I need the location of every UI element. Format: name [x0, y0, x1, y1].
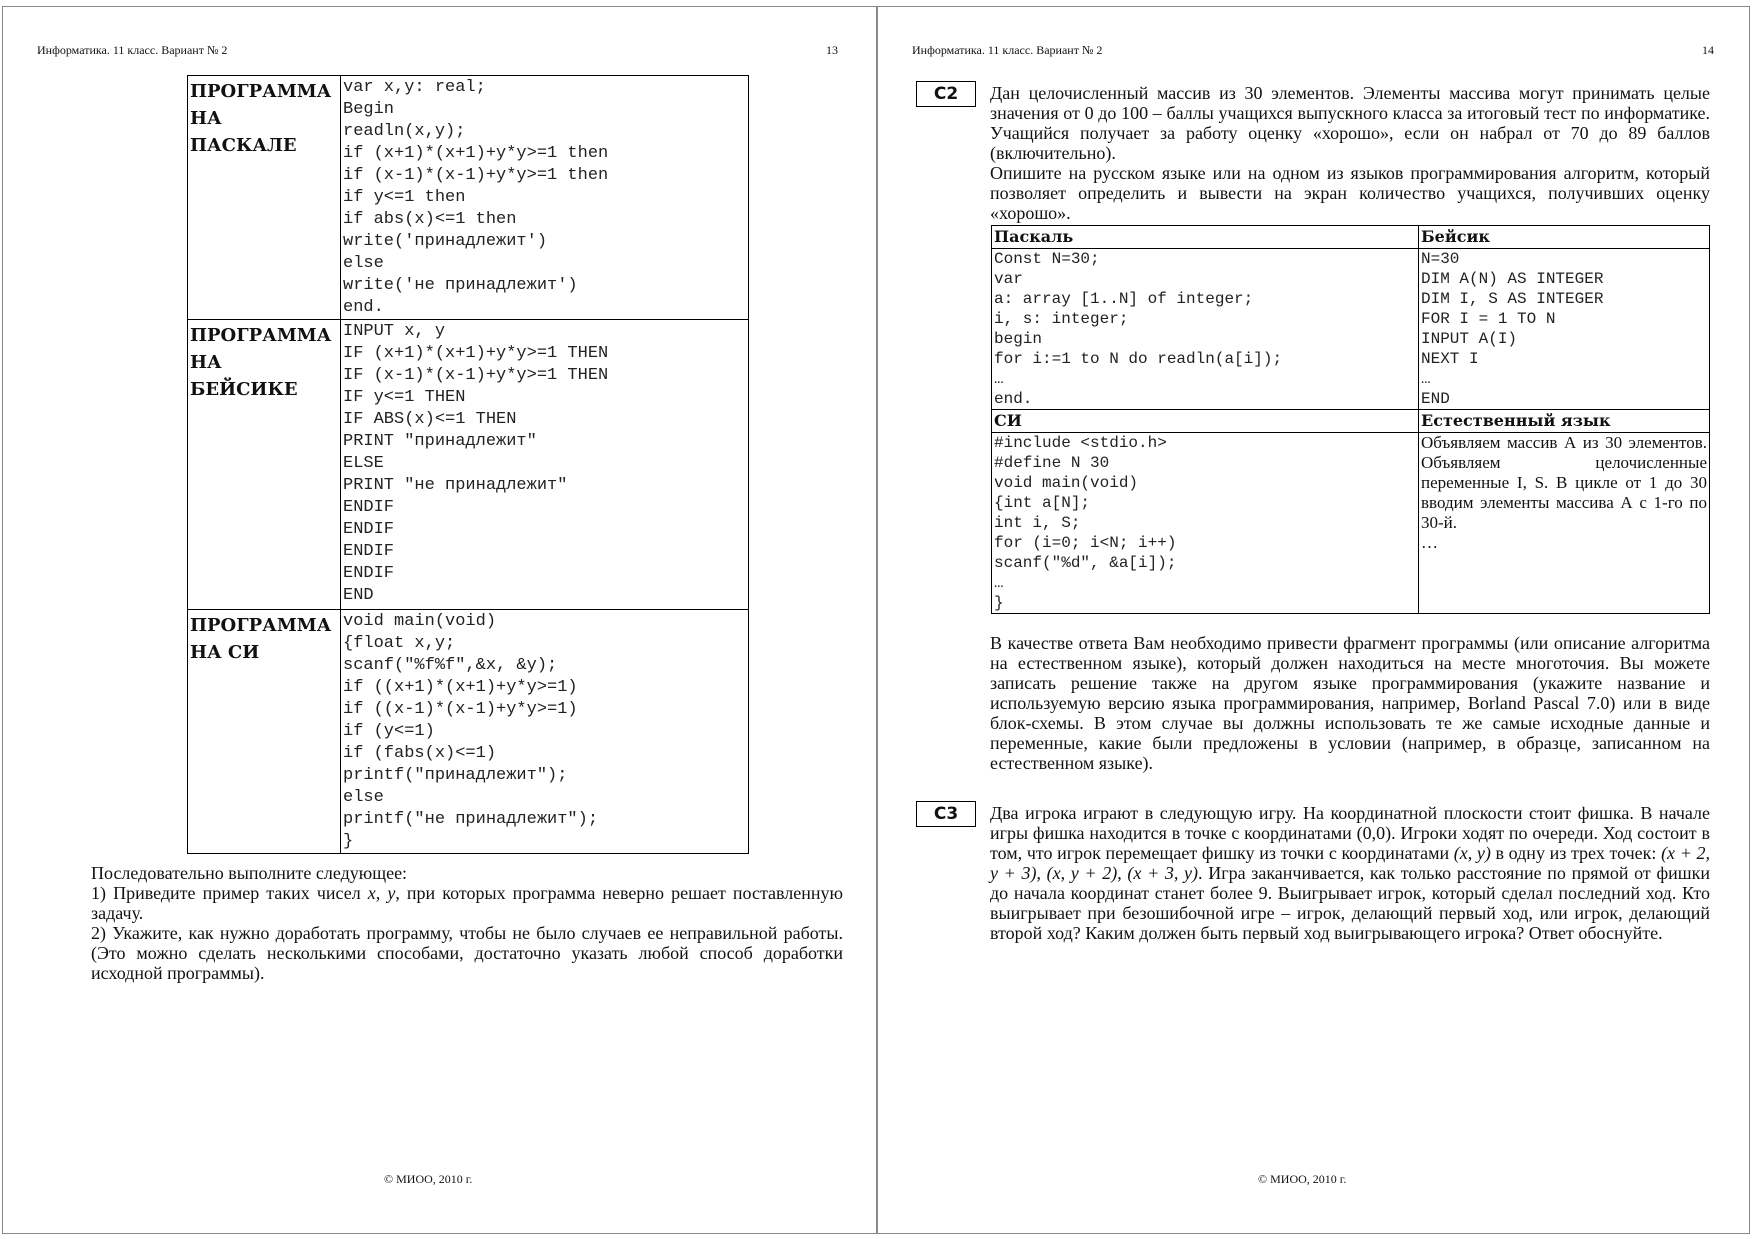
- c3-statement: Два игрока играют в следующую игру. На координатной плоскости стоит фишка. В начале игры фишка находится в точке с координатами (0,0). Игроки ходят по очереди. Ход состоит в том, что игрок перемещает фишку из точки с координатами (x, y) в одну из трех точек: (x + 2, y + 3), (x, y + 2), (x + 3, y). Игра заканчивается, как только расстояние по прямой от фишки до начала координат станет более 9. Выигрывает игрок, который сделал последний ход. Кто выигрывает при безошибочной игре – игрок, делающий первый ход, или игрок, делающий второй ход? Каким должен быть первый ход выигрывающего игрока? Ответ обоснуйте.: [990, 803, 1710, 943]
- code-line: {int a[N];: [994, 494, 1091, 512]
- code-line: END: [1421, 390, 1450, 408]
- code-line: DIM I, S AS INTEGER: [1421, 290, 1604, 308]
- code-line: scanf("%f%f",&x, &y);: [343, 656, 558, 675]
- code-line: #include <stdio.h>: [994, 434, 1167, 452]
- task-label-c2: C2: [916, 81, 976, 107]
- code-line: IF (x-1)*(x-1)+y*y>=1 THEN: [343, 366, 609, 385]
- code-line: IF (x+1)*(x+1)+y*y>=1 THEN: [343, 344, 609, 363]
- pascal-program-row: [188, 76, 749, 320]
- program-table: [187, 75, 749, 854]
- label-line: БЕЙСИКЕ: [190, 379, 298, 400]
- code-line: int i, S;: [994, 514, 1081, 532]
- code-line: ENDIF: [343, 542, 395, 561]
- code-line: void main(void): [343, 612, 497, 631]
- code-line: #define N 30: [994, 454, 1110, 472]
- label-line: ПАСКАЛЕ: [190, 135, 297, 156]
- task-item-1-pre: 1) Приведите пример таких чисел: [91, 883, 368, 903]
- basic-header: Бейсик: [1419, 226, 1710, 249]
- label-line: НА СИ: [190, 642, 260, 663]
- code-line: printf("принадлежит");: [343, 766, 568, 785]
- label-line: НА: [190, 108, 222, 129]
- code-line: a: array [1..N] of integer;: [994, 290, 1254, 308]
- code-line: }: [994, 594, 1004, 612]
- basic-program-row: [188, 320, 749, 610]
- code-row: [992, 249, 1710, 410]
- code-line: if abs(x)<=1 then: [343, 210, 517, 229]
- code-line: ENDIF: [343, 520, 395, 539]
- page-footer: © МИОО, 2010 г.: [1258, 1172, 1347, 1186]
- c3-text-part-2: в одну из трех точек:: [1490, 843, 1662, 863]
- task-item-2: 2) Укажите, как нужно доработать программу, чтобы не было случаев ее неправильной работы. (Это можно сделать несколькими способами, достаточно указать любой способ доработки исходной программы).: [91, 923, 843, 983]
- c3-move-2: (x, y + 2): [1046, 863, 1118, 883]
- task-label-c3: C3: [916, 801, 976, 827]
- c3-coords: (x, y): [1453, 843, 1491, 863]
- code-line: ENDIF: [343, 564, 395, 583]
- code-line: printf("не принадлежит");: [343, 810, 599, 829]
- code-line: Const N=30;: [994, 250, 1100, 268]
- basic-code: [341, 320, 749, 610]
- code-line: else: [343, 254, 384, 273]
- code-line: write('принадлежит'): [343, 232, 548, 251]
- code-line: ENDIF: [343, 498, 395, 517]
- code-line: void main(void): [994, 474, 1139, 492]
- label-line: ПРОГРАММА: [190, 325, 332, 346]
- basic-label: [188, 320, 341, 610]
- pascal-label: [188, 76, 341, 320]
- code-line: }: [343, 832, 354, 851]
- c3-text-part-3: . Игра заканчивается, как только расстояние по прямой от фишки до начала координат станет более 9. Выигрывает игрок, который сделал последний ход. Кто выигрывает при безошибочной игре – игрок, делающий первый ход, или игрок, делающий второй ход? Каким должен быть первый ход выигрывающего игрока? Ответ обоснуйте.: [990, 863, 1710, 943]
- page-number: 13: [826, 43, 838, 57]
- c3-text-part-1: Два игрока играют в следующую игру. На координатной плоскости стоит фишка. В начале игры фишка находится в точке с координатами (0,0). Игроки ходят по очереди. Ход состоит в том, что игрок перемещает фишку из точки с координатами: [990, 803, 1710, 863]
- c-program-row: [188, 610, 749, 854]
- code-line: …: [994, 574, 1004, 592]
- c2-answer-note: В качестве ответа Вам необходимо привести фрагмент программы (или описание алгоритма на естественном языке), который должен находиться на месте многоточия. Вы можете записать решение также на другом языке программирования (укажите название и используемую версию языка программирования, например, Borland Pascal 7.0) или в виде блок-схемы. В этом случае вы должны использовать те же самые исходные данные и переменные, какие были предложены в условии (например, в образце, записанном на естественном языке).: [990, 633, 1710, 773]
- code-line: for (i=0; i<N; i++): [994, 534, 1177, 552]
- c2-paragraph-2: Опишите на русском языке или на одном из языков программирования алгоритм, который позволяет определить и вывести на экран количество учащихся, получивших оценку «хорошо».: [990, 163, 1710, 223]
- c-code: [341, 610, 749, 854]
- code-line: if ((x+1)*(x+1)+y*y>=1): [343, 678, 578, 697]
- code-line: INPUT x, y: [343, 322, 446, 341]
- c3-move-1: (x + 2, y + 3): [990, 843, 1710, 883]
- pascal-code: [341, 76, 749, 320]
- code-line: IF ABS(x)<=1 THEN: [343, 410, 517, 429]
- c-code: [992, 433, 1419, 614]
- label-line: ПРОГРАММА: [190, 81, 332, 102]
- code-line: var: [994, 270, 1023, 288]
- label-line: ПРОГРАММА: [190, 615, 332, 636]
- label-line: НА: [190, 352, 222, 373]
- code-line: PRINT "не принадлежит": [343, 476, 568, 495]
- natural-text: Объявляем массив А из 30 элементов. Объявляем целочисленные переменные I, S. В цикле от 1 до 30 вводим элементы массива А с 1-го по 30-й.: [1421, 433, 1707, 532]
- code-line: N=30: [1421, 250, 1460, 268]
- natural-language-cell: [1419, 433, 1710, 614]
- code-line: {float x,y;: [343, 634, 456, 653]
- code-line: Begin: [343, 100, 395, 119]
- code-line: scanf("%d", &a[i]);: [994, 554, 1177, 572]
- page-number: 14: [1702, 43, 1714, 57]
- code-line: FOR I = 1 TO N: [1421, 310, 1556, 328]
- algorithm-table: [991, 225, 1710, 614]
- code-line: for i:=1 to N do readln(a[i]);: [994, 350, 1283, 368]
- code-line: else: [343, 788, 384, 807]
- code-line: INPUT A(I): [1421, 330, 1518, 348]
- header-row: [992, 410, 1710, 433]
- code-line: ELSE: [343, 454, 384, 473]
- code-line: end.: [343, 298, 384, 317]
- code-line: NEXT I: [1421, 350, 1479, 368]
- code-line: if y<=1 then: [343, 188, 466, 207]
- pascal-header: Паскаль: [992, 226, 1419, 249]
- code-line: end.: [994, 390, 1033, 408]
- c-label: [188, 610, 341, 854]
- code-line: write('не принадлежит'): [343, 276, 578, 295]
- task-item-1-post: , при которых программа неверно решает поставленную задачу.: [91, 883, 843, 923]
- code-line: readln(x,y);: [343, 122, 466, 141]
- code-line: DIM A(N) AS INTEGER: [1421, 270, 1604, 288]
- c-header: СИ: [992, 410, 1419, 433]
- page-footer: © МИОО, 2010 г.: [384, 1172, 473, 1186]
- code-line: …: [1421, 370, 1431, 388]
- natural-header: Естественный язык: [1419, 410, 1710, 433]
- code-line: if ((x-1)*(x-1)+y*y>=1): [343, 700, 578, 719]
- task-item-1: [91, 883, 843, 923]
- left-page: [2, 6, 877, 1234]
- code-line: if (x+1)*(x+1)+y*y>=1 then: [343, 144, 609, 163]
- code-line: if (fabs(x)<=1): [343, 744, 497, 763]
- page-header: Информатика. 11 класс. Вариант № 2: [912, 43, 1103, 57]
- code-line: if (y<=1): [343, 722, 435, 741]
- pascal-code: [992, 249, 1419, 410]
- c2-paragraph-1: Дан целочисленный массив из 30 элементов. Элементы массива могут принимать целые значения от 0 до 100 – баллы учащихся выпускного класса за итоговый тест по информатике. Учащийся получает за работу оценку «хорошо», если он набрал от 70 до 89 баллов (включительно).: [990, 83, 1710, 163]
- natural-ellipsis: …: [1421, 533, 1438, 552]
- basic-code: [1419, 249, 1710, 410]
- tasks-intro: Последовательно выполните следующее:: [91, 863, 408, 883]
- code-line: if (x-1)*(x-1)+y*y>=1 then: [343, 166, 609, 185]
- c2-statement: [990, 83, 1710, 223]
- task-instructions: [91, 863, 843, 983]
- code-line: begin: [994, 330, 1043, 348]
- right-page: [877, 6, 1750, 1234]
- page-header: Информатика. 11 класс. Вариант № 2: [37, 43, 228, 57]
- code-row: [992, 433, 1710, 614]
- task-item-1-vars: x, y: [367, 883, 396, 903]
- code-line: i, s: integer;: [994, 310, 1129, 328]
- code-line: …: [994, 370, 1004, 388]
- code-line: IF y<=1 THEN: [343, 388, 466, 407]
- code-line: PRINT "принадлежит": [343, 432, 537, 451]
- c3-move-3: (x + 3, y): [1127, 863, 1199, 883]
- code-line: var x,y: real;: [343, 78, 486, 97]
- code-line: END: [343, 586, 374, 605]
- header-row: [992, 226, 1710, 249]
